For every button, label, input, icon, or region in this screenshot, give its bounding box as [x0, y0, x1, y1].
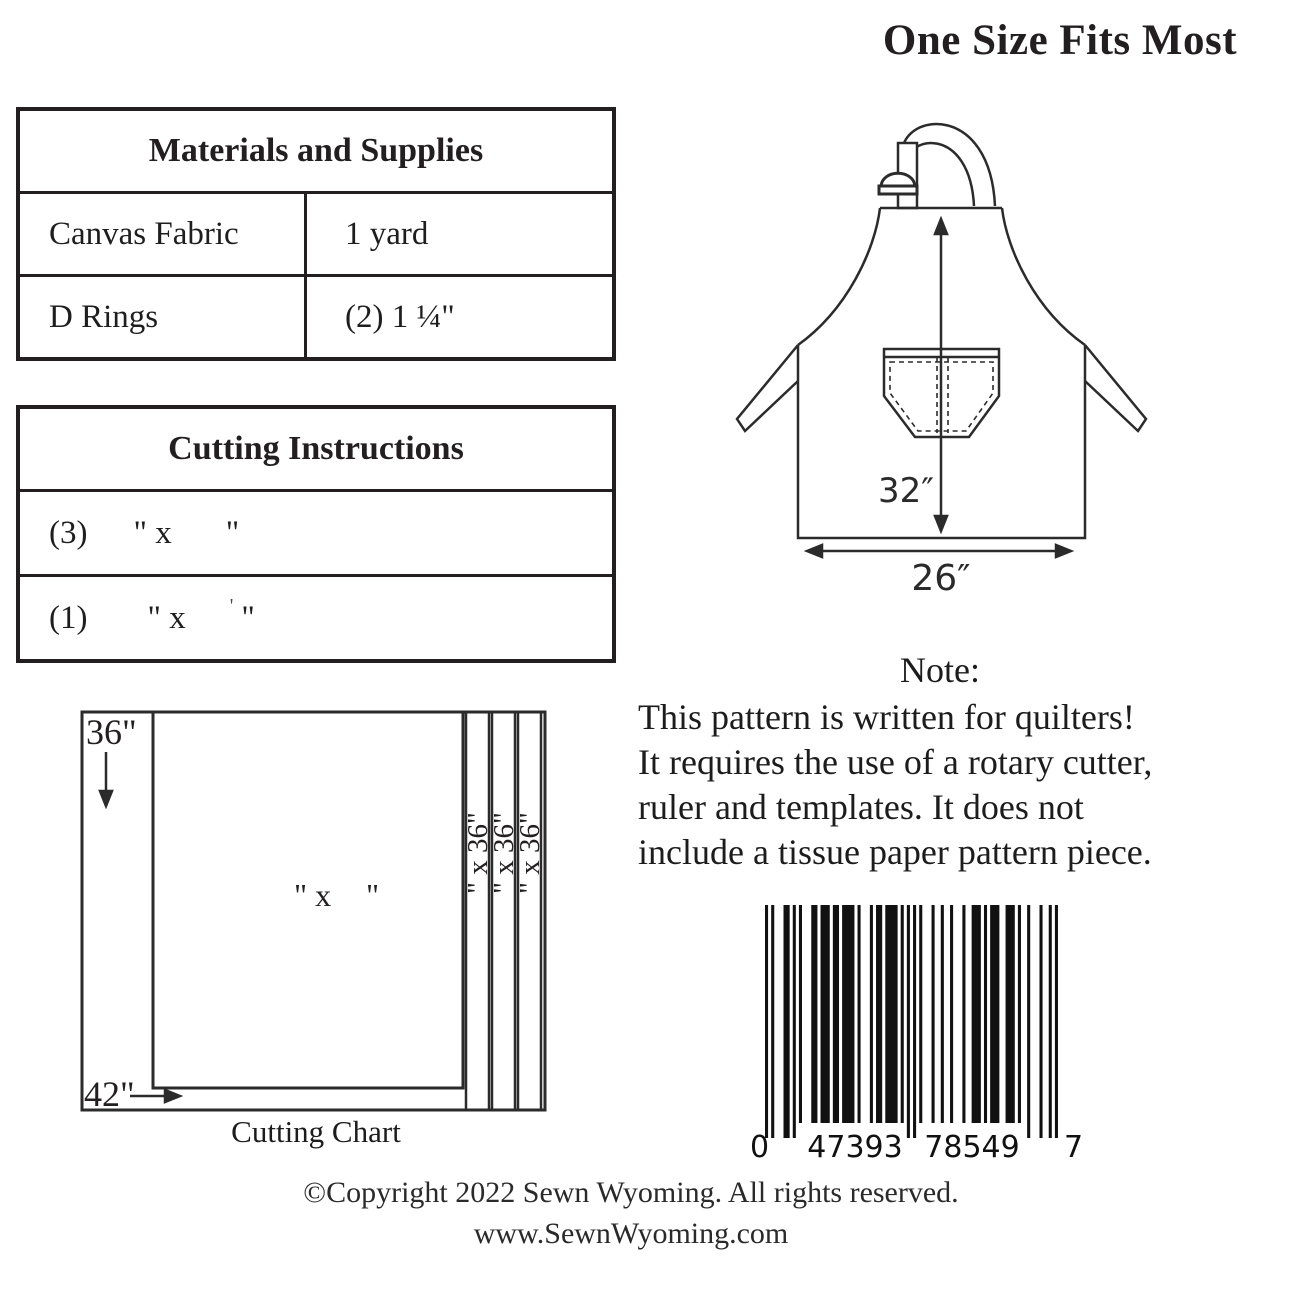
table-row — [20, 194, 612, 277]
body-piece-dimension-prefix: " x — [294, 877, 332, 913]
barcode-bar — [907, 905, 910, 1138]
barcode-bar — [919, 905, 922, 1123]
strip-dimension-label: " x 36" — [514, 812, 546, 894]
note-line: ruler and templates. It does not — [638, 787, 1084, 827]
waist-tie-left — [737, 345, 798, 431]
body-piece-dimension-suffix: " — [366, 877, 380, 913]
cut-dimension: " x — [147, 599, 186, 636]
table-row — [20, 277, 612, 357]
fabric-length-arrow — [130, 1090, 180, 1102]
dimension-arrow-horizontal — [807, 545, 1071, 557]
fabric-width-arrow — [100, 752, 112, 806]
cutting-instructions-table — [16, 405, 616, 663]
note-block — [638, 648, 1242, 875]
strip-piece — [492, 712, 515, 1110]
barcode-digit-group: 47393 — [807, 1130, 903, 1165]
barcode-bar — [1055, 905, 1058, 1138]
barcode-bar — [932, 905, 935, 1123]
barcode-bar — [1006, 905, 1015, 1123]
barcode-bar — [1049, 905, 1052, 1138]
materials-table — [16, 107, 616, 361]
barcode-bar — [990, 905, 999, 1123]
material-item: Canvas Fabric — [20, 194, 307, 274]
table-row — [20, 577, 612, 659]
strip-dimension-label: " x 36" — [488, 812, 520, 894]
barcode-bar — [771, 905, 774, 1138]
barcode-bar — [1027, 905, 1030, 1138]
apron-right-curve — [1002, 208, 1085, 345]
material-item: D Rings — [20, 277, 307, 357]
d-ring-slider-top — [881, 173, 915, 186]
fabric-length-label: 42" — [84, 1074, 135, 1114]
footer — [0, 1172, 1262, 1254]
barcode-bar — [972, 905, 981, 1123]
d-ring-slider-bar — [879, 186, 917, 194]
strip-dimension-label: " x 36" — [462, 812, 494, 894]
barcode-digit-group: 7 — [1064, 1130, 1084, 1165]
barcode-bar — [1018, 905, 1021, 1123]
barcode-bar — [913, 905, 916, 1138]
fabric-width-label: 36" — [86, 712, 137, 752]
strip-piece — [518, 712, 541, 1110]
note-line: It requires the use of a rotary cutter, — [638, 742, 1153, 782]
material-qty: (2) 1 ¼" — [345, 298, 455, 335]
upc-barcode — [735, 895, 1100, 1170]
barcode-bar — [885, 905, 897, 1123]
barcode-bars — [765, 905, 1058, 1138]
cut-dimension-end: " — [241, 599, 255, 636]
strip-piece — [466, 712, 489, 1110]
barcode-bar — [811, 905, 817, 1123]
barcode-bar — [962, 905, 965, 1123]
barcode-bar — [1039, 905, 1042, 1138]
note-line: include a tissue paper pattern piece. — [638, 832, 1152, 872]
barcode-bar — [765, 905, 768, 1138]
barcode-digit-group: 78549 — [924, 1130, 1020, 1165]
barcode-bar — [833, 905, 839, 1123]
cut-mark: ' — [229, 595, 234, 617]
apron-diagram — [700, 95, 1180, 605]
cut-dimension-end: " — [225, 514, 240, 551]
material-qty: 1 yard — [345, 215, 429, 252]
barcode-bar — [799, 905, 802, 1123]
website-line: www.SewnWyoming.com — [473, 1217, 789, 1250]
cutting-instructions-title: Cutting Instructions — [20, 409, 612, 492]
barcode-bar — [901, 905, 904, 1123]
barcode-bar — [984, 905, 987, 1123]
barcode-bar — [950, 905, 953, 1123]
cutting-chart-diagram — [55, 688, 575, 1158]
table-row — [20, 492, 612, 577]
waist-tie-right — [1085, 345, 1146, 431]
cut-qty: (3) — [49, 514, 88, 551]
note-title: Note: — [900, 650, 980, 690]
barcode-bar — [858, 905, 861, 1123]
barcode-bar — [842, 905, 854, 1123]
barcode-bar — [876, 905, 882, 1123]
barcode-bar — [793, 905, 796, 1138]
barcode-bar — [870, 905, 873, 1123]
barcode-digit-group: 0 — [750, 1130, 770, 1165]
copyright-line: ©Copyright 2022 Sewn Wyoming. All rights reserved. — [303, 1176, 959, 1209]
apron-width-label: 26″ — [911, 558, 971, 599]
cut-dimension: " x — [133, 514, 172, 551]
barcode-bar — [784, 905, 790, 1138]
note-line: This pattern is written for quilters! — [638, 697, 1135, 737]
materials-table-title: Materials and Supplies — [20, 111, 612, 194]
apron-left-curve — [798, 208, 880, 345]
page-title: One Size Fits Most — [882, 17, 1238, 64]
barcode-bar — [821, 905, 830, 1123]
cutting-chart-caption: Cutting Chart — [231, 1114, 401, 1149]
cut-qty: (1) — [49, 599, 88, 636]
barcode-bar — [941, 905, 944, 1123]
apron-height-label: 32″ — [878, 471, 934, 511]
